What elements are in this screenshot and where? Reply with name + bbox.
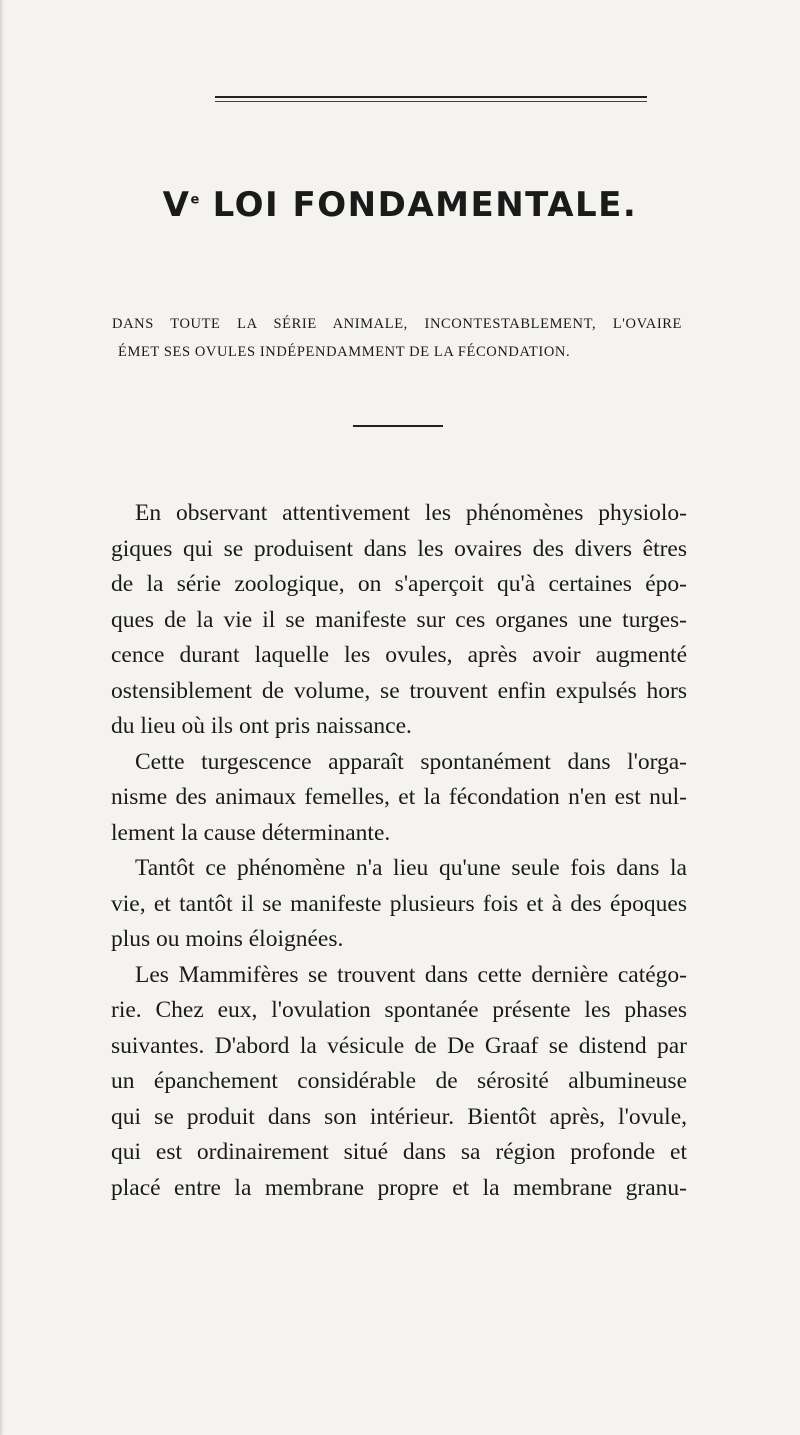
text-line: giques qui se produisent dans les ovaires des divers êtres bbox=[111, 535, 687, 562]
text-line: ques de la vie il se manifeste sur ces organes une turges- bbox=[111, 606, 687, 633]
text-line: suivantes. D'abord la vésicule de De Graaf se distend par bbox=[111, 1032, 687, 1059]
top-rule bbox=[215, 96, 647, 98]
text-line: rie. Chez eux, l'ovulation spontanée présente les phases bbox=[111, 997, 687, 1023]
section-divider bbox=[353, 425, 443, 427]
law-statement-line: DANS TOUTE LA SÉRIE ANIMALE, INCONTESTABLEMENT, L'OVAIRE bbox=[112, 316, 682, 332]
text-line: de la série zoologique, on s'aperçoit qu'à certaines épo- bbox=[111, 571, 687, 597]
chapter-numeral-suffix: e bbox=[190, 192, 200, 208]
text-line: lement la cause déterminante. bbox=[111, 819, 391, 846]
chapter-heading bbox=[0, 185, 800, 225]
text-line: Cette turgescence apparaît spontanément dans l'orga- bbox=[135, 748, 687, 775]
text-line: cence durant laquelle les ovules, après avoir augmenté bbox=[111, 642, 687, 668]
text-line: nisme des animaux femelles, et la fécondation n'en est nul- bbox=[111, 784, 687, 810]
text-line: vie, et tantôt il se manifeste plusieurs fois et à des époques bbox=[111, 890, 687, 917]
text-line: qui se produit dans son intérieur. Bientôt après, l'ovule, bbox=[111, 1103, 687, 1130]
top-rule-thin bbox=[215, 101, 647, 102]
body-paragraphs bbox=[111, 496, 687, 1206]
text-line: plus ou moins éloignées. bbox=[111, 926, 344, 952]
text-line: En observant attentivement les phénomènes physiolo- bbox=[135, 500, 687, 526]
text-line: Les Mammifères se trouvent dans cette dernière catégo- bbox=[135, 961, 687, 988]
text-line: du lieu où ils ont pris naissance. bbox=[111, 713, 412, 739]
text-line: un épanchement considérable de sérosité albumineuse bbox=[111, 1068, 687, 1094]
text-line: ostensiblement de volume, se trouvent enfin expulsés hors bbox=[111, 677, 687, 704]
chapter-title: LOI FONDAMENTALE. bbox=[212, 185, 638, 225]
text-line: placé entre la membrane propre et la membrane granu- bbox=[111, 1174, 687, 1201]
text-line: qui est ordinairement situé dans sa région profonde et bbox=[111, 1139, 687, 1165]
text-line: Tantôt ce phénomène n'a lieu qu'une seule fois dans la bbox=[135, 855, 687, 881]
law-statement-line: ÉMET SES OVULES INDÉPENDAMMENT DE LA FÉCONDATION. bbox=[118, 344, 571, 360]
chapter-numeral: V bbox=[162, 185, 191, 225]
